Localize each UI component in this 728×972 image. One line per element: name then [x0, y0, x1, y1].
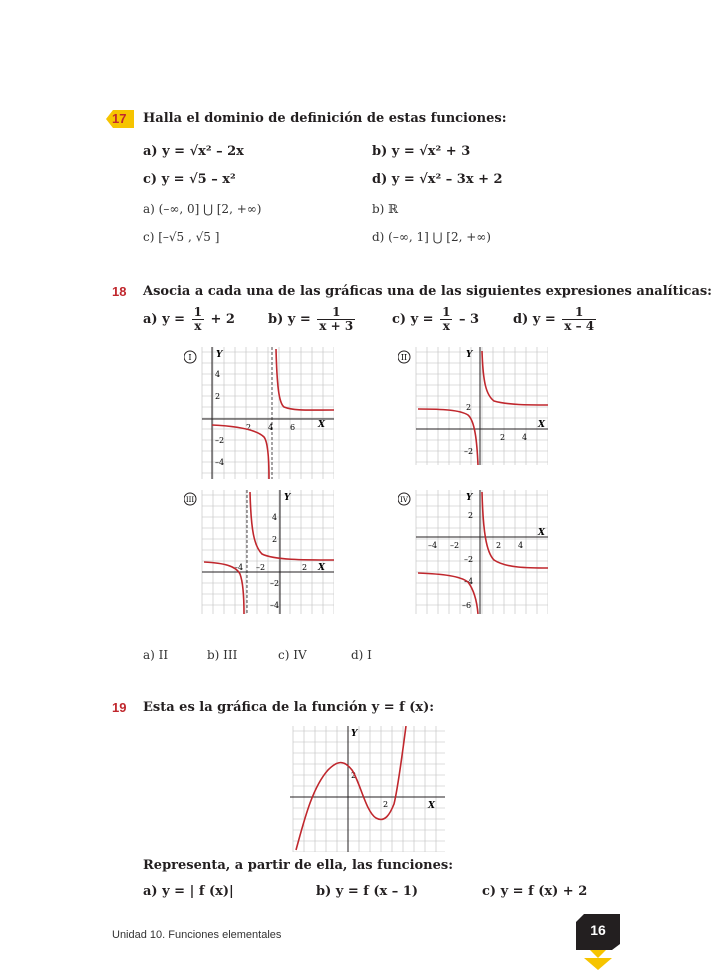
graph-II-label: II	[400, 353, 408, 362]
e17-item-b: b) y = √x² + 3	[372, 144, 471, 159]
graph-III-xtick-m2: –2	[256, 563, 266, 572]
graph-III-y-label: Y	[284, 493, 291, 503]
e18-item-b	[268, 306, 357, 333]
graph-II-ytick-2: 2	[466, 403, 472, 412]
graph-III	[184, 490, 334, 614]
e17-item-c: c) y = √5 – x²	[143, 172, 236, 187]
e19-item-b: b) y = f (x – 1)	[316, 884, 419, 899]
graph-I-curve-left	[212, 425, 269, 479]
graph-I-ytick-2: 2	[215, 392, 221, 401]
e19-item-a: a) y = | f (x)|	[143, 884, 234, 899]
graph-IV-y-label: Y	[466, 493, 473, 503]
graph-f-x-label: X	[428, 801, 435, 811]
graph-IV-xtick-m4: –4	[428, 541, 438, 550]
e18-answer-b: b) III	[207, 648, 238, 662]
e18-d-fraction: $\frac{1}{x - 4}$	[564, 305, 595, 333]
graph-I-y-label: Y	[216, 350, 223, 360]
graph-IV-x-label: X	[538, 528, 545, 538]
exercise-number-19: 19	[112, 700, 127, 715]
graph-IV-label: IV	[400, 496, 408, 504]
graph-I-label: I	[188, 353, 192, 362]
e18-item-d	[513, 306, 598, 333]
graph-II-xtick-4: 4	[522, 433, 528, 442]
exercise-number-18: 18	[112, 284, 127, 299]
graph-IV-xtick-4: 4	[518, 541, 524, 550]
graph-II-x-label: X	[538, 420, 545, 430]
graph-f	[290, 726, 445, 852]
graph-I-xtick-6: 6	[290, 423, 296, 432]
e18-b-fraction: $\frac{1}{x + 3}$	[319, 305, 354, 333]
graph-I-curve-right	[276, 349, 334, 410]
graph-IV-xtick-2: 2	[496, 541, 502, 550]
exercise-18-statement: Asocia a cada una de las gráficas una de las siguientes expresiones analíticas:	[143, 284, 712, 299]
exercise-number-17: 17	[112, 111, 127, 126]
e18-d-label: d) y =	[513, 312, 556, 327]
page-number: 16	[590, 922, 606, 938]
e18-answer-d: d) I	[351, 648, 372, 662]
exercise-17-statement: Halla el dominio de definición de estas funciones:	[143, 111, 507, 126]
graph-III-x-label: X	[318, 563, 325, 573]
graph-I-ytick-4: 4	[215, 370, 221, 379]
graph-III-ytick-4: 4	[272, 513, 278, 522]
e18-a-tail: + 2	[210, 312, 235, 327]
graph-III-grid	[202, 490, 334, 614]
e18-item-c	[392, 306, 479, 333]
graph-f-ytick-2: 2	[351, 771, 357, 780]
graph-f-y-label: Y	[351, 729, 358, 739]
e17-solution-b: b) ℝ	[372, 202, 399, 216]
e17-solution-c: c) [–√5 , √5 ]	[143, 230, 220, 244]
graph-III-ytick-m2: –2	[270, 579, 280, 588]
exercise-19-statement: Esta es la gráfica de la función y = f (x):	[143, 700, 435, 715]
graph-III-xtick-m4: –4	[234, 563, 244, 572]
e18-c-label: c) y =	[392, 312, 434, 327]
graph-IV	[398, 490, 548, 614]
graph-III-ytick-m4: –4	[270, 601, 280, 610]
e18-b-label: b) y =	[268, 312, 311, 327]
graph-I-x-label: X	[318, 420, 325, 430]
graph-II	[398, 347, 548, 465]
e18-answer-a: a) II	[143, 648, 169, 662]
graph-I-xtick-4: 4	[268, 423, 274, 432]
footer-unit-title: Unidad 10. Funciones elementales	[112, 929, 282, 941]
e17-item-d: d) y = √x² – 3x + 2	[372, 172, 503, 187]
graph-II-y-label: Y	[466, 350, 473, 360]
graph-IV-ytick-2: 2	[468, 511, 474, 520]
graph-f-curve	[296, 726, 406, 850]
graph-III-ytick-2: 2	[272, 535, 278, 544]
graph-III-xtick-2: 2	[302, 563, 308, 572]
graph-IV-ytick-m4: –4	[464, 577, 474, 586]
e18-answer-c: c) IV	[278, 648, 307, 662]
e18-c-tail: – 3	[459, 312, 480, 327]
e17-solution-a: a) (–∞, 0] ⋃ [2, +∞)	[143, 202, 262, 216]
e18-a-fraction: $\frac{1}{x}$	[193, 305, 202, 333]
graph-I-ytick-m2: –2	[215, 436, 225, 445]
graph-II-ytick-m2: –2	[464, 447, 474, 456]
graph-III-label: III	[185, 496, 195, 504]
graph-I-ytick-m4: –4	[215, 458, 225, 467]
graph-II-xtick-2: 2	[500, 433, 506, 442]
graph-I	[184, 347, 334, 479]
graph-IV-ytick-m2: –2	[464, 555, 474, 564]
graph-f-xtick-2: 2	[383, 800, 389, 809]
exercise-19-task: Representa, a partir de ella, las funciones:	[143, 858, 454, 873]
e18-a-label: a) y =	[143, 312, 186, 327]
e18-item-a	[143, 306, 235, 333]
graph-I-xtick-2: 2	[246, 423, 252, 432]
e17-solution-d: d) (–∞, 1] ⋃ [2, +∞)	[372, 230, 491, 244]
graph-IV-ytick-m6: –6	[462, 601, 472, 610]
graph-IV-xtick-m2: –2	[450, 541, 460, 550]
e17-item-a: a) y = √x² – 2x	[143, 144, 244, 159]
e19-item-c: c) y = f (x) + 2	[482, 884, 588, 899]
e18-c-fraction: $\frac{1}{x}$	[442, 305, 451, 333]
